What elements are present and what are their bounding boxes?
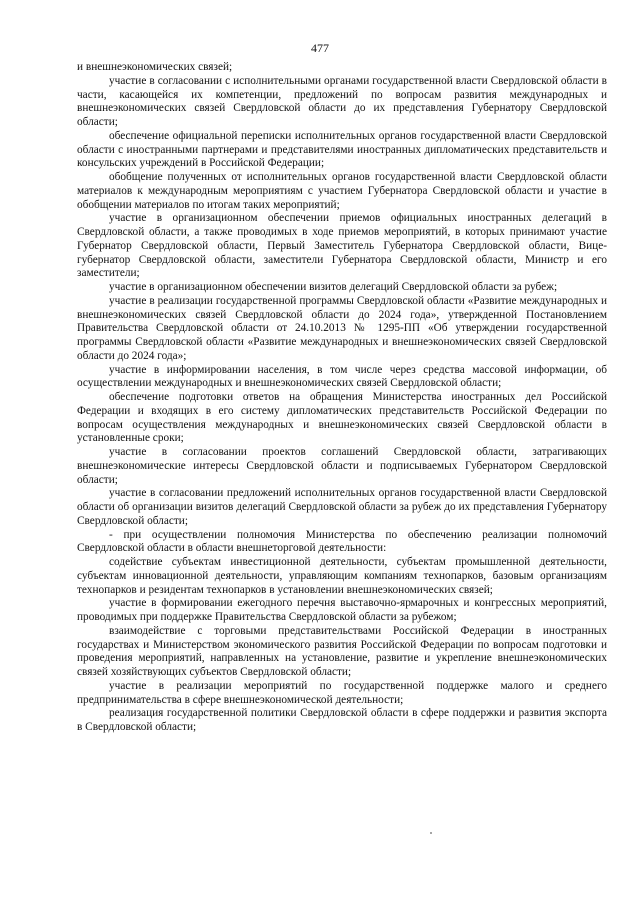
paragraph: участие в согласовании предложений исполнительных органов государственной власти Свердловской области об организации визитов делегаций Свердловской области за рубеж до их представления Губернатору Свердловской области; <box>77 487 607 527</box>
paragraph: и внешнеэкономических связей; <box>77 61 233 73</box>
page-number: 477 <box>311 41 329 55</box>
paragraph: участие в согласовании с исполнительными органами государственной власти Свердловской области в части, касающейся их компетенции, предложений по вопросам развития международных и внешнеэкономических связей Свердловской области до их представления Губернатору Свердловской области; <box>77 74 607 128</box>
paragraph: обобщение полученных от исполнительных органов государственной власти Свердловской области материалов к международным мероприятиям с участием Губернатора Свердловской области и участие в обобщении материалов по итогам таких мероприятий; <box>77 171 607 211</box>
paragraph: содействие субъектам инвестиционной деятельности, субъектам промышленной деятельности, субъектам инновационной деятельности, управляющим компаниям технопарков, базовым организациям технопарков и резидентам технопарков в установлении внешнеэкономических связей; <box>77 556 607 596</box>
paragraph: реализация государственной политики Свердловской области в сфере поддержки и развития экспорта в Свердловской области; <box>77 707 607 733</box>
paragraph: - при осуществлении полномочия Министерства по обеспечению реализации полномочий Свердловской области в области внешнеторговой деятельности: <box>77 528 607 555</box>
paragraph: участие в реализации государственной программы Свердловской области «Развитие международных и внешнеэкономических связей Свердловской области до 2024 года», утвержденной Постановлением Правительства Свердловской области от 24.10.2013 № 1295-ПП «Об утверждении государственной программы Свердловской области «Развитие международных и внешнеэкономических связей Свердловской области до 2024 года»; <box>77 294 607 362</box>
paragraph: обеспечение подготовки ответов на обращения Министерства иностранных дел Российской Федерации и входящих в его систему дипломатических представительств Российской Федерации по вопросам осуществления международных и внешнеэкономических связей Свердловской области в установленные сроки; <box>77 391 607 445</box>
paragraph: участие в согласовании проектов соглашений Свердловской области, затрагивающих внешнеэкономические интересы Свердловской области и подписываемых Губернатором Свердловской области; <box>77 446 607 486</box>
paragraph: обеспечение официальной переписки исполнительных органов государственной власти Свердловской области с иностранными партнерами и представителями иностранных дипломатических представительств и консульских учреждений в Российской Федерации; <box>77 129 607 170</box>
document-body <box>77 61 607 735</box>
scan-speck <box>430 832 432 834</box>
paragraph: участие в реализации мероприятий по государственной поддержке малого и среднего предпринимательства в сфере внешнеэкономической деятельности; <box>77 679 607 706</box>
paragraph: участие в информировании населения, в том числе через средства массовой информации, об осуществлении международных и внешнеэкономических связей Свердловской области; <box>77 363 607 390</box>
paragraph: участие в формировании ежегодного перечня выставочно-ярмарочных и конгрессных мероприятий, проводимых при поддержке Правительства Свердловской области за рубежом; <box>77 597 607 623</box>
paragraph: участие в организационном обеспечении визитов делегаций Свердловской области за рубеж; <box>109 281 558 293</box>
paragraph: взаимодействие с торговыми представительствами Российской Федерации в иностранных государствах и Министерством экономического развития Российской Федерации по вопросам подготовки и проведения мероприятий, направленных на установление, развитие и укрепление внешнеэкономических связей хозяйствующих субъектов Свердловской области; <box>77 624 607 678</box>
paragraph: участие в организационном обеспечении приемов официальных иностранных делегаций в Свердловской области, а также проводимых в ходе приемов мероприятий, в которых принимают участие Губернатор Свердловской области, Первый Заместитель Губернатора Свердловской области, Вице-губернатор Свердловской области, заместители Губернатора Свердловской области, Министр и его заместители; <box>77 212 607 280</box>
